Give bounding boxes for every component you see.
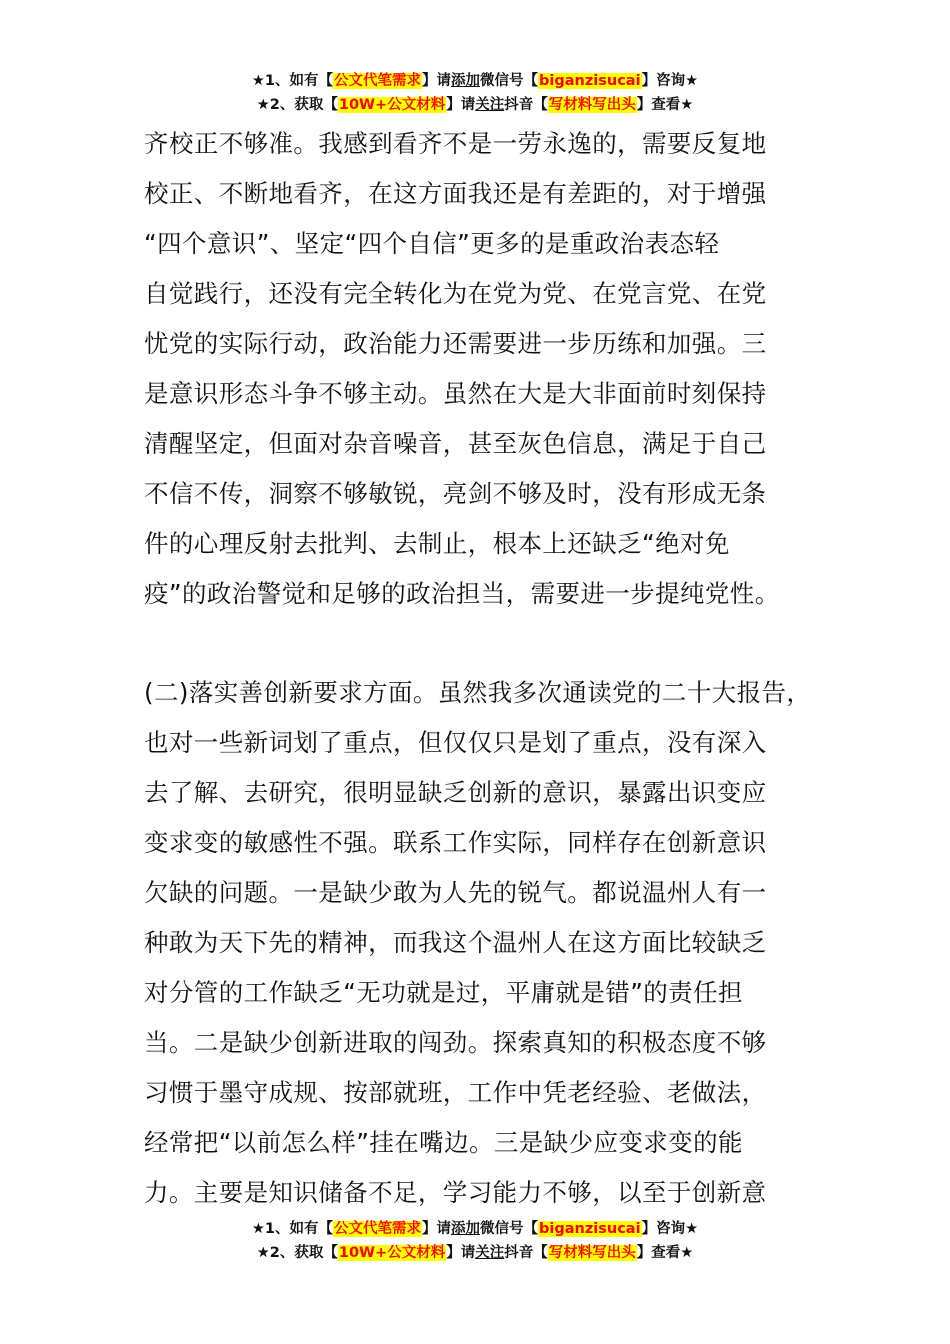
body-paragraph-2 [144,668,844,1218]
footer-line-1-post: 】咨询★ [641,1221,699,1237]
text-line: 清醒坚定，但面对杂音噪音，甚至灰色信息，满足于自己 [144,429,767,458]
header-banner [0,69,950,117]
footer-line-1 [0,1217,950,1241]
text-line: 种敢为天下先的精神，而我这个温州人在这方面比较缺乏 [144,928,767,957]
text-line: 力。主要是知识储备不足，学习能力不够，以至于创新意 [144,1178,767,1207]
text-line: 齐校正不够准。我感到看齐不是一劳永逸的，需要反复地 [144,129,767,158]
header-line-2-pre: ★2、获取【 [256,97,338,113]
header-line-2 [0,93,950,117]
text-line: 疫”的政治警觉和足够的政治担当，需要进一步提纯党性。 [144,579,780,608]
header-line-1-highlight-1: 公文代笔需求 [334,73,422,89]
header-line-2-highlight-2: 写材料写出头 [548,97,636,113]
footer-line-1-pre: ★1、如有【 [251,1221,334,1237]
footer-line-1-highlight-2: biganzisucai [539,1221,641,1237]
header-line-2-mid-1: 】请 [446,97,476,113]
text-line: 欠缺的问题。一是缺少敢为人先的锐气。都说温州人有一 [144,878,767,907]
text-line: 也对一些新词划了重点，但仅仅只是划了重点，没有深入 [144,728,767,757]
text-line: 当。二是缺少创新进取的闯劲。探索真知的积极态度不够 [144,1028,767,1057]
footer-line-2 [0,1241,950,1265]
text-line: 自觉践行，还没有完全转化为在党为党、在党言党、在党 [144,279,767,308]
text-line: 对分管的工作缺乏“无功就是过，平庸就是错”的责任担 [144,978,743,1007]
footer-line-2-mid-1: 】请 [446,1245,476,1261]
text-line: 件的心理反射去批判、去制止，根本上还缺乏“绝对免 [144,529,730,558]
header-line-2-post: 】查看★ [636,97,694,113]
header-line-1-pre: ★1、如有【 [251,73,334,89]
text-line: 去了解、去研究，很明显缺乏创新的意识，暴露出识变应 [144,778,767,807]
text-line: 是意识形态斗争不够主动。虽然在大是大非面前时刻保持 [144,379,767,408]
footer-line-1-underlined: 添加 [451,1221,481,1237]
header-line-2-highlight-1: 10W+公文材料 [338,97,446,113]
footer-line-2-post: 】查看★ [636,1245,694,1261]
header-line-1-underlined: 添加 [451,73,481,89]
text-line: 习惯于墨守成规、按部就班，工作中凭老经验、老做法， [144,1078,767,1107]
footer-line-1-mid-2: 微信号【 [480,1221,539,1237]
footer-line-2-highlight-1: 10W+公文材料 [338,1245,446,1261]
header-line-1-mid-2: 微信号【 [480,73,539,89]
footer-line-1-mid-1: 】请 [422,1221,452,1237]
footer-line-2-underlined: 关注 [475,1245,505,1261]
header-line-1-post: 】咨询★ [641,73,699,89]
body-paragraph-1 [144,119,844,619]
header-line-2-mid-2: 抖音【 [504,97,548,113]
header-line-1 [0,69,950,93]
header-line-1-mid-1: 】请 [422,73,452,89]
text-line: “四个意识”、坚定“四个自信”更多的是重政治表态轻 [144,229,720,258]
text-line: 忧党的实际行动，政治能力还需要进一步历练和加强。三 [144,329,767,358]
footer-line-2-mid-2: 抖音【 [504,1245,548,1261]
footer-line-1-highlight-1: 公文代笔需求 [334,1221,422,1237]
text-line: 经常把“以前怎么样”挂在嘴边。三是缺少应变求变的能 [144,1128,743,1157]
text-line: (二)落实善创新要求方面。虽然我多次通读党的二十大报告， [144,678,812,707]
text-line: 变求变的敏感性不强。联系工作实际，同样存在创新意识 [144,828,767,857]
footer-line-2-highlight-2: 写材料写出头 [548,1245,636,1261]
header-line-1-highlight-2: biganzisucai [539,73,641,89]
text-line: 不信不传，洞察不够敏锐，亮剑不够及时，没有形成无条 [144,479,767,508]
footer-banner [0,1217,950,1265]
text-line: 校正、不断地看齐，在这方面我还是有差距的，对于增强 [144,179,767,208]
header-line-2-underlined: 关注 [475,97,505,113]
footer-line-2-pre: ★2、获取【 [256,1245,338,1261]
